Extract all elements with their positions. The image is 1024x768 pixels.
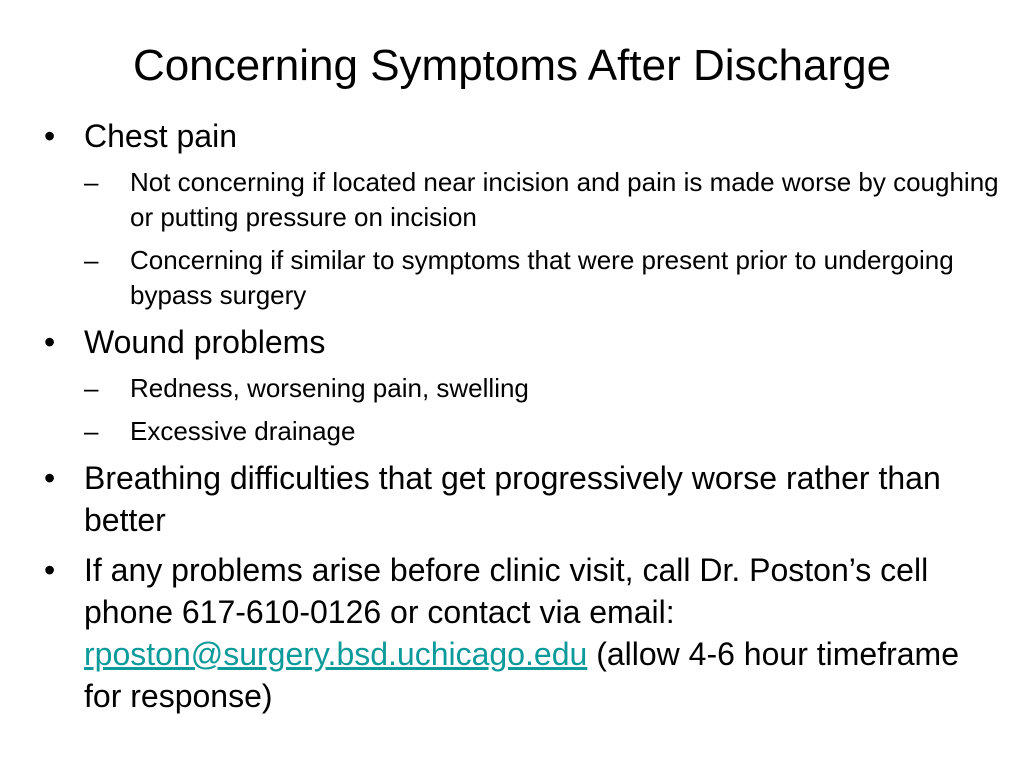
email-link[interactable]: rposton@surgery.bsd.uchicago.edu (84, 636, 588, 672)
bullet-item-wound-problems (40, 321, 1005, 363)
bullet-text: Chest pain (84, 118, 237, 154)
bullet-icon: • (44, 552, 56, 588)
subitem-drainage (84, 414, 1005, 449)
bullet-icon: • (44, 460, 56, 496)
subitem-text: Redness, worsening pain, swelling (130, 373, 529, 403)
slide-title: Concerning Symptoms After Discharge (132, 41, 892, 90)
subitem-redness (84, 371, 1005, 406)
subitem-text: Not concerning if located near incision and pain is made worse by coughing or putting pressure on incision (130, 167, 999, 232)
chest-pain-sublist (84, 165, 1005, 313)
dash-icon: – (84, 167, 99, 197)
dash-icon: – (84, 416, 99, 446)
dash-icon: – (84, 373, 99, 403)
bullet-item-breathing (40, 457, 1005, 541)
bullet-text: Wound problems (84, 324, 326, 360)
bullet-item-chest-pain (40, 115, 1005, 157)
contact-text-after: (allow 4-6 hour timeframe for response) (84, 636, 959, 714)
bullet-text: Breathing difficulties that get progressively worse rather than better (84, 460, 941, 538)
bullet-icon: • (44, 324, 56, 360)
subitem-concerning (84, 243, 1005, 313)
wound-problems-sublist (84, 371, 1005, 449)
dash-icon: – (84, 245, 99, 275)
bullet-icon: • (44, 118, 56, 154)
bullet-item-contact (40, 549, 1005, 717)
subitem-text: Concerning if similar to symptoms that were present prior to undergoing bypass surgery (130, 245, 954, 310)
subitem-not-concerning (84, 165, 1005, 235)
contact-text-before: If any problems arise before clinic visit, call Dr. Poston’s cell phone 617-610-0126 or contact via email: (84, 552, 929, 630)
subitem-text: Excessive drainage (130, 416, 356, 446)
bullet-list (40, 115, 1005, 725)
